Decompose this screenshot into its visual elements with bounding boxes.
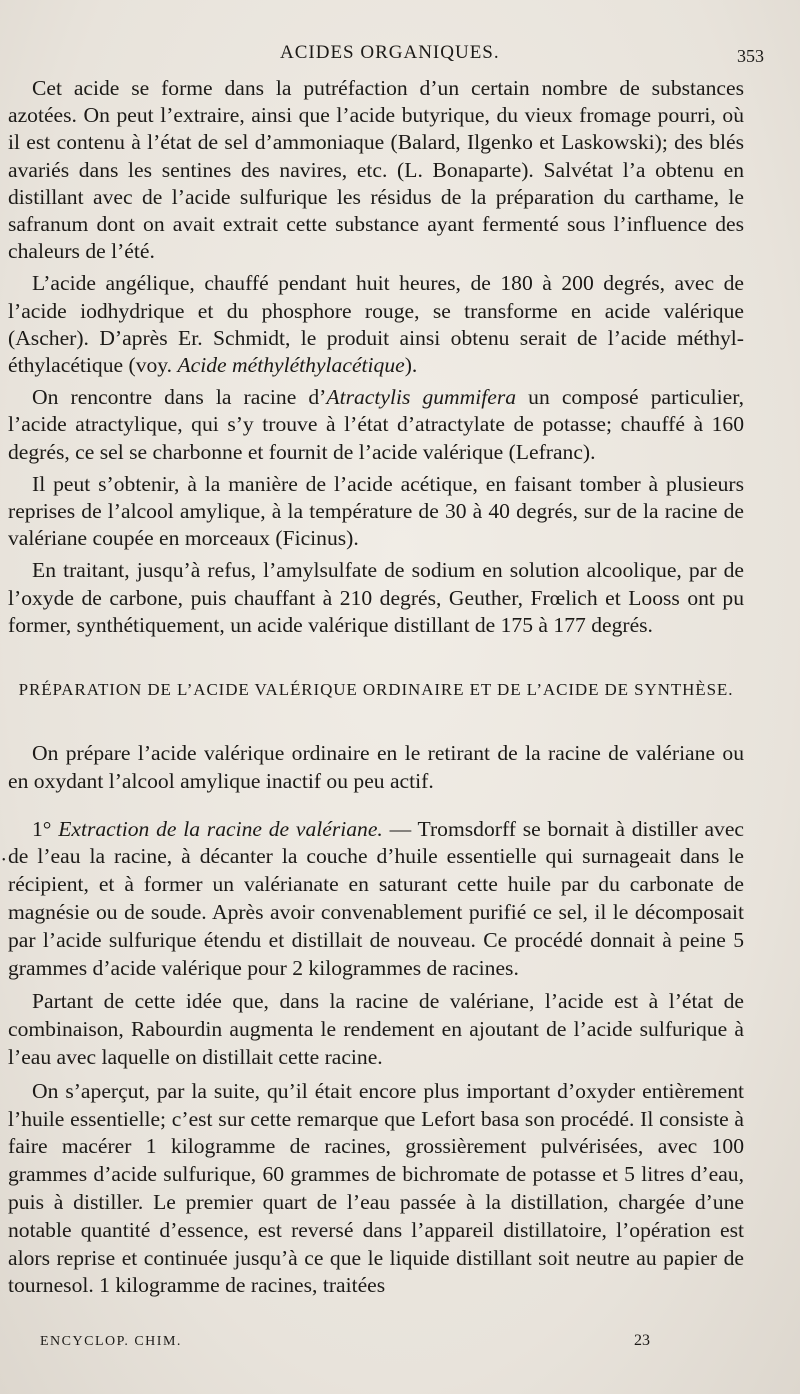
paragraph: Cet acide se forme dans la putréfaction d’un certain nombre de substances azotées. On peut l’extraire, ainsi que l’acide butyrique, du vieux fromage pourri, où il est contenu à l’état de sel d’ammoniaque (Balard, Ilgenko et Laskowski); des blés avariés dans les sentines des navires, etc. (L. Bonaparte). Salvétat l’a obtenu en distillant avec de l’acide sulfurique les résidus de la préparation du carthame, le safranum dont on avait extrait cette substance ayant fermenté sous l’influence des chaleurs de l’été.	[8, 76, 744, 264]
paragraph: Il peut s’obtenir, à la manière de l’acide acétique, en faisant tomber à plusieurs reprises de l’alcool amylique, à la température de 30 à 40 degrés, sur de la racine de valériane coupée en morceaux (Ficinus).	[8, 471, 744, 551]
italic-term: Acide méthyléthylacétique	[177, 353, 405, 378]
body-text-section	[8, 740, 744, 1306]
page-header	[0, 42, 800, 72]
italic-subheading: Extraction de la racine de valériane.	[58, 816, 383, 841]
page-footer	[40, 1334, 650, 1358]
margin-dot: •	[2, 855, 6, 866]
section-heading: PRÉPARATION DE L’ACIDE VALÉRIQUE ORDINAIRE ET DE L’ACIDE DE SYNTHÈSE.	[18, 680, 734, 699]
running-title: ACIDES ORGANIQUES.	[280, 42, 500, 63]
footer-signature: ENCYCLOP. CHIM.	[40, 1334, 182, 1349]
italic-term: Atractylis gummifera	[326, 385, 517, 410]
paragraph: Partant de cette idée que, dans la racine de valériane, l’acide est à l’état de combinaison, Rabourdin augmenta le rendement en ajoutant de l’acide sulfurique à l’eau avec laquelle on distillait cette racine.	[8, 989, 744, 1069]
footer-signature-number: 23	[634, 1332, 650, 1349]
page-number: 353	[737, 46, 764, 66]
paragraph: On prépare l’acide valérique ordinaire en le retirant de la racine de valériane ou en oxydant l’alcool amylique inactif ou peu actif.	[8, 741, 744, 793]
paragraph: On rencontre dans la racine d’Atractylis gummifera un composé particulier, l’acide atractylique, qui s’y trouve à l’état d’atractylate de potasse; chauffé à 160 degrés, ce sel se charbonne et fournit de l’acide valérique (Lefranc).	[8, 385, 744, 464]
body-text	[8, 75, 744, 639]
paragraph: En traitant, jusqu’à refus, l’amylsulfate de sodium en solution alcoolique, par de l’oxyde de carbone, puis chauffant à 210 degrés, Geuther, Frœlich et Looss ont pu former, synthétiquement, un acide valérique distillant de 175 à 177 degrés.	[8, 558, 744, 637]
paragraph: 1° Extraction de la racine de valériane. — Tromsdorff se bornait à distiller avec de l’eau la racine, à décanter la couche d’huile essentielle qui surnageait dans le récipient, et à former un valérianate en saturant cette huile par du carbonate de magnésie ou de soude. Après avoir convenablement purifié ce sel, il le décomposait par l’acide sulfurique étendu et distillait de nouveau. Ce procédé donnait à peine 5 grammes d’acide valérique pour 2 kilogrammes de racines.	[8, 816, 744, 980]
paragraph: On s’aperçut, par la suite, qu’il était encore plus important d’oxyder entièrement l’huile essentielle; c’est sur cette remarque que Lefort basa son procédé. Il consiste à faire macérer 1 kilogramme de racines, grossièrement pulvérisées, avec 100 grammes d’acide sulfurique, 60 grammes de bichromate de potasse et 5 litres d’eau, puis à distiller. Le premier quart de l’eau passée à la distillation, chargée d’une notable quantité d’essence, est reversé dans l’appareil distillatoire, l’opération est alors reprise et continuée jusqu’à ce que le liquide distillant soit neutre au papier de tournesol. 1 kilogramme de racines, traitées	[8, 1078, 744, 1298]
paragraph: L’acide angélique, chauffé pendant huit heures, de 180 à 200 degrés, avec de l’acide iodhydrique et du phosphore rouge, se transforme en acide valérique (Ascher). D’après Er. Schmidt, le produit ainsi obtenu serait de l’acide méthyl-éthylacétique (voy. Acide méthyléthylacétique).	[8, 271, 744, 378]
